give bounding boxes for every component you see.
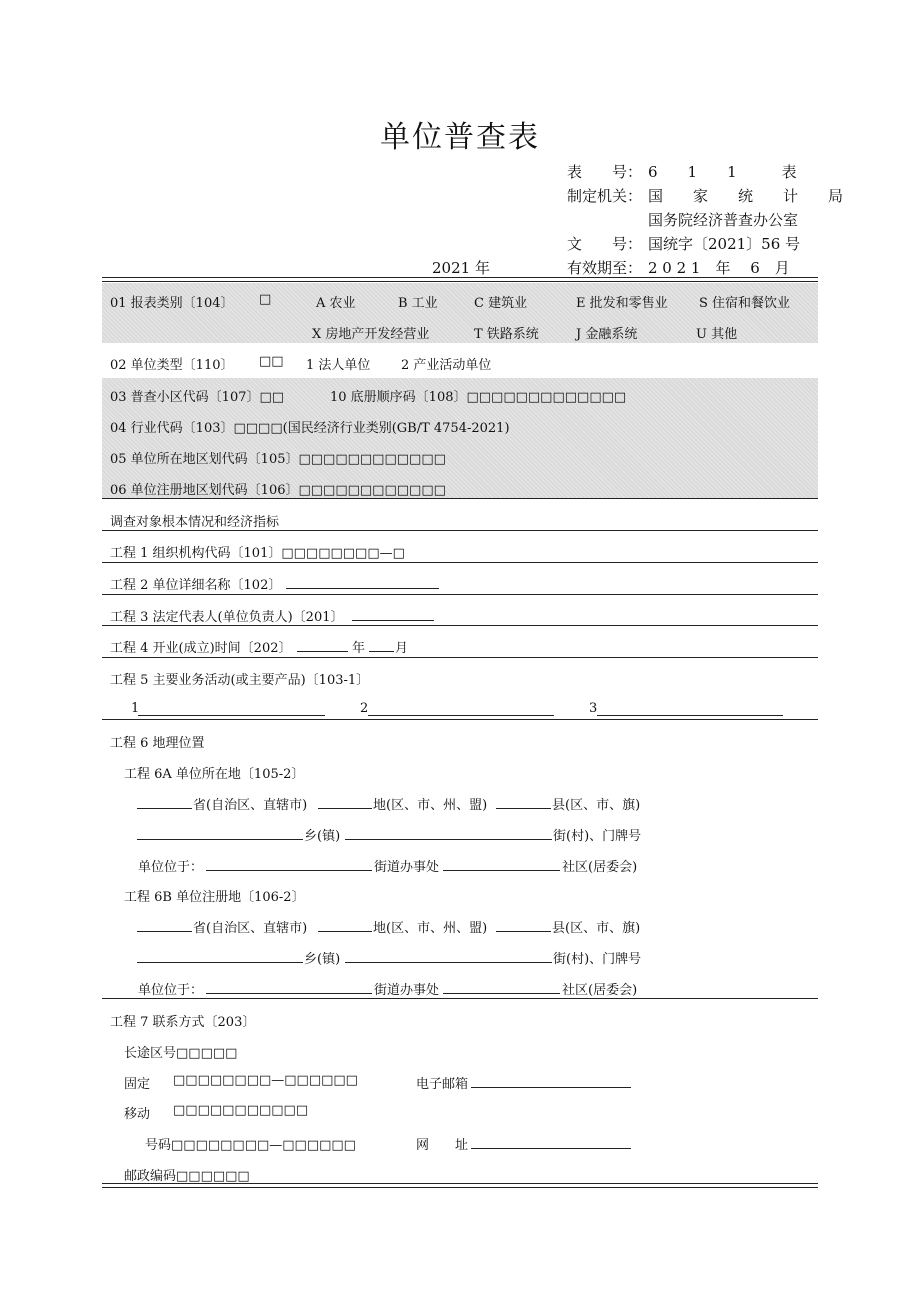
divider <box>102 657 818 658</box>
postcode-field[interactable]: 邮政编码□□□□□□ <box>124 1169 250 1184</box>
doc-number-label: 文 号： <box>567 235 643 253</box>
6b-street-field[interactable] <box>345 950 552 963</box>
header-rule <box>102 277 818 282</box>
validity-label: 有效期至： <box>567 259 643 277</box>
6a-subdistrict-label: 街道办事处 <box>374 860 440 875</box>
form-year: 2021 年 <box>432 259 490 277</box>
website-label: 网 址 <box>416 1138 469 1153</box>
6a-street-label: 街(村)、门牌号 <box>553 829 642 844</box>
q01-checkbox[interactable]: □ <box>259 292 272 307</box>
item3-label: 工程 3 法定代表人(单位负责人)〔201〕 <box>110 610 344 625</box>
item6-label: 工程 6 地理位置 <box>110 736 205 751</box>
6b-prefecture-label: 地(区、市、州、盟) <box>373 921 488 936</box>
item5-number-2: 2 <box>360 701 369 716</box>
email-field[interactable] <box>471 1075 631 1088</box>
6b-county-label: 县(区、市、旗) <box>552 921 641 936</box>
area-code-field[interactable]: 长途区号□□□□□ <box>124 1046 238 1061</box>
item4-month-unit: 月 <box>395 641 409 656</box>
divider <box>102 625 818 626</box>
6a-township-field[interactable] <box>137 827 303 840</box>
6a-township-label: 乡(镇) <box>304 829 341 844</box>
item5-label: 工程 5 主要业务活动(或主要产品)〔103-1〕 <box>110 673 370 688</box>
q02-checkboxes[interactable]: □□ <box>259 354 284 369</box>
6b-province-label: 省(自治区、直辖市) <box>193 921 308 936</box>
authority-value-1: 国 家 统 计 局 <box>648 187 844 205</box>
footer-rule <box>102 1183 818 1188</box>
q04-industry-code[interactable]: 04 行业代码〔103〕□□□□(国民经济行业类别(GB/T 4754-2021) <box>110 421 510 436</box>
6b-community-label: 社区(居委会) <box>562 983 638 998</box>
item6b-label: 工程 6B 单位注册地〔106-2〕 <box>124 890 305 905</box>
section-title-basic: 调查对象根本情况和经济指标 <box>110 515 280 530</box>
6a-county-label: 县(区、市、旗) <box>552 798 641 813</box>
q01-option-s: S 住宿和餐饮业 <box>699 296 791 311</box>
6b-subdistrict-label: 街道办事处 <box>374 983 440 998</box>
6a-located-label: 单位位于： <box>138 860 204 875</box>
q05-location-code[interactable]: 05 单位所在地区划代码〔105〕□□□□□□□□□□□□ <box>110 452 446 467</box>
item5-number-1: 1 <box>131 701 140 716</box>
page-title: 单位普查表 <box>380 120 540 155</box>
item1-org-code[interactable]: 工程 1 组织机构代码〔101〕□□□□□□□□—□ <box>110 546 405 561</box>
item5-activity-1-field[interactable] <box>138 703 325 716</box>
q01-label: 01 报表类别〔104〕 <box>110 296 234 311</box>
item2-name-field[interactable] <box>286 576 439 589</box>
q03-sequence-code[interactable]: 10 底册顺序码〔108〕□□□□□□□□□□□□□ <box>330 390 627 405</box>
item6a-label: 工程 6A 单位所在地〔105-2〕 <box>124 767 305 782</box>
item4-month-field[interactable] <box>369 639 394 652</box>
mobile-label: 移动 <box>124 1107 151 1122</box>
divider <box>102 998 818 999</box>
divider <box>102 562 818 563</box>
item3-representative-field[interactable] <box>352 608 434 621</box>
q03-area-code[interactable]: 03 普查小区代码〔107〕□□ <box>110 390 285 405</box>
authority-value-2: 国务院经济普查办公室 <box>648 211 799 229</box>
q02-label: 02 单位类型〔110〕 <box>110 358 234 373</box>
6a-prefecture-field[interactable] <box>318 796 372 809</box>
6a-province-field[interactable] <box>137 796 192 809</box>
phone-number-field[interactable]: 号码□□□□□□□□—□□□□□□ <box>145 1138 356 1153</box>
divider <box>102 530 818 531</box>
q02-option-1: 1 法人单位 <box>306 358 371 373</box>
6a-province-label: 省(自治区、直辖市) <box>193 798 308 813</box>
validity-value: 2 0 2 1 年 6 月 <box>648 259 790 277</box>
q01-option-t: T 铁路系统 <box>474 327 539 342</box>
fixed-phone-field[interactable]: □□□□□□□□—□□□□□□ <box>173 1073 358 1088</box>
mobile-field[interactable]: □□□□□□□□□□□ <box>173 1103 309 1118</box>
q01-option-x: X 房地产开发经营业 <box>312 327 430 342</box>
item2-label: 工程 2 单位详细名称〔102〕 <box>110 578 282 593</box>
q01-option-e: E 批发和零售业 <box>576 296 668 311</box>
item7-label: 工程 7 联系方式〔203〕 <box>110 1015 256 1030</box>
q01-option-b: B 工业 <box>398 296 438 311</box>
q01-option-j: J 金融系统 <box>576 327 638 342</box>
item5-activity-3-field[interactable] <box>597 703 783 716</box>
q01-option-u: U 其他 <box>696 327 738 342</box>
6b-street-label: 街(村)、门牌号 <box>553 952 642 967</box>
item4-year-unit: 年 <box>352 641 366 656</box>
divider <box>102 719 818 720</box>
q01-option-c: C 建筑业 <box>474 296 528 311</box>
item5-number-3: 3 <box>589 701 598 716</box>
q02-option-2: 2 产业活动单位 <box>401 358 492 373</box>
website-field[interactable] <box>471 1136 631 1149</box>
6a-street-field[interactable] <box>345 827 552 840</box>
6b-province-field[interactable] <box>137 919 192 932</box>
6b-located-label: 单位位于： <box>138 983 204 998</box>
q06-registration-code[interactable]: 06 单位注册地区划代码〔106〕□□□□□□□□□□□□ <box>110 483 446 498</box>
form-number-value: 6 1 1 表 <box>648 163 797 181</box>
authority-label: 制定机关： <box>567 187 643 205</box>
6a-community-field[interactable] <box>443 858 560 871</box>
6b-community-field[interactable] <box>443 981 560 994</box>
6b-county-field[interactable] <box>496 919 551 932</box>
6a-subdistrict-field[interactable] <box>206 858 372 871</box>
q01-option-a: A 农业 <box>316 296 356 311</box>
item4-year-field[interactable] <box>297 639 348 652</box>
6b-subdistrict-field[interactable] <box>206 981 372 994</box>
divider <box>102 594 818 595</box>
divider <box>102 498 818 499</box>
fixed-phone-label: 固定 <box>124 1077 151 1092</box>
6b-township-field[interactable] <box>137 950 303 963</box>
6b-prefecture-field[interactable] <box>318 919 372 932</box>
item4-label: 工程 4 开业(成立)时间〔202〕 <box>110 641 292 656</box>
email-label: 电子邮箱 <box>416 1077 469 1092</box>
6a-community-label: 社区(居委会) <box>562 860 638 875</box>
doc-number-value: 国统字〔2021〕56 号 <box>648 235 801 253</box>
6a-prefecture-label: 地(区、市、州、盟) <box>373 798 488 813</box>
form-number-label: 表 号： <box>567 163 643 181</box>
item5-activity-2-field[interactable] <box>368 703 554 716</box>
6a-county-field[interactable] <box>496 796 551 809</box>
6b-township-label: 乡(镇) <box>304 952 341 967</box>
